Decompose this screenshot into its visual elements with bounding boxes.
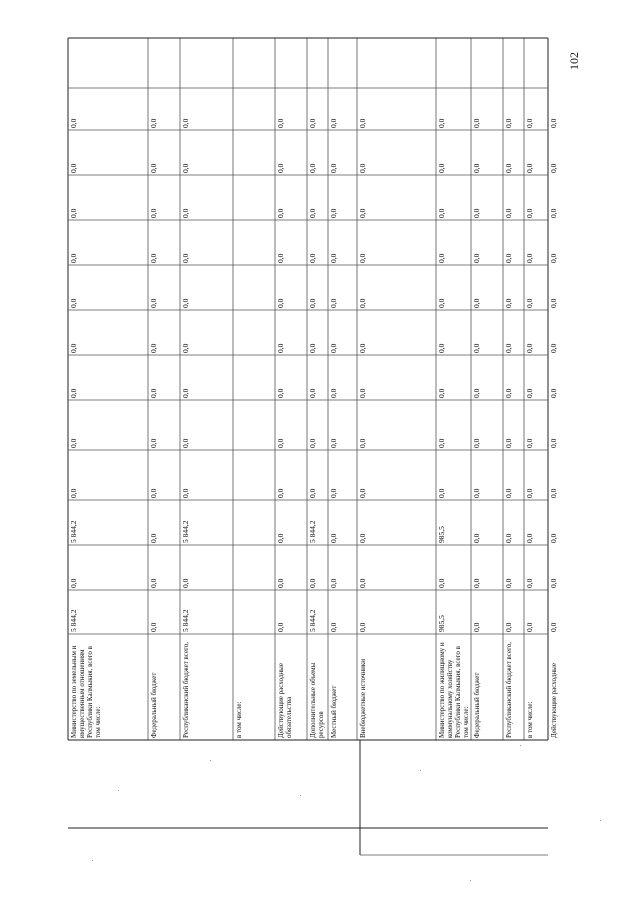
table-cell-value: 0,0 bbox=[181, 438, 190, 448]
table-cell-value: 0,0 bbox=[472, 438, 481, 448]
table-cell-value: 0,0 bbox=[525, 622, 534, 632]
table-cell-value bbox=[235, 402, 274, 448]
table-cell-value: 0,0 bbox=[329, 163, 338, 173]
table-cell-value: 0,0 bbox=[181, 253, 190, 263]
row-label: Республиканский бюджет всего, bbox=[505, 641, 513, 738]
scan-speck bbox=[210, 760, 211, 761]
scan-speck bbox=[118, 790, 119, 791]
table-cell-value: 0,0 bbox=[329, 388, 338, 398]
scan-speck bbox=[300, 795, 301, 796]
table-cell-value: 0,0 bbox=[472, 578, 481, 588]
table-cell-value: 0,0 bbox=[308, 343, 317, 353]
scan-speck bbox=[470, 880, 471, 881]
table-cell-value: 0,0 bbox=[276, 253, 285, 263]
table-cell-value: 0,0 bbox=[181, 208, 190, 218]
table-cell-value: 0,0 bbox=[276, 163, 285, 173]
row-label: Республиканский бюджет всего, bbox=[182, 641, 190, 738]
table-cell-value: 0,0 bbox=[276, 578, 285, 588]
table-cell-value: 0,0 bbox=[69, 298, 78, 308]
table-cell-value: 0,0 bbox=[525, 118, 534, 128]
table-cell-value bbox=[235, 547, 274, 588]
table-cell-value: 0,0 bbox=[472, 488, 481, 498]
table-cell-value: 0,0 bbox=[472, 622, 481, 632]
table-cell-value: 0,0 bbox=[329, 622, 338, 632]
table-cell-value: 0,0 bbox=[358, 388, 367, 398]
table-cell-value: 0,0 bbox=[149, 488, 158, 498]
table-cell-value: 0,0 bbox=[472, 343, 481, 353]
table-cell-value: 0,0 bbox=[69, 578, 78, 588]
table-cell-value: 0,0 bbox=[437, 438, 446, 448]
table-cell-value: 0,0 bbox=[69, 118, 78, 128]
table-cell-value: 5 844,2 bbox=[69, 520, 78, 543]
table-cell-value: 0,0 bbox=[308, 488, 317, 498]
table-cell-value: 0,0 bbox=[308, 298, 317, 308]
table-cell-value: 0,0 bbox=[472, 388, 481, 398]
table-cell-value: 0,0 bbox=[358, 622, 367, 632]
table-cell-value: 0,0 bbox=[504, 253, 513, 263]
table-cell-value: 0,0 bbox=[308, 118, 317, 128]
table-cell-value: 0,0 bbox=[358, 438, 367, 448]
table-cell-value: 0,0 bbox=[329, 298, 338, 308]
table-cell-value: 0,0 bbox=[149, 343, 158, 353]
table-cell-value: 5 844,2 bbox=[181, 609, 190, 632]
table-cell-value: 5 844,2 bbox=[69, 609, 78, 632]
table-cell-value: 5 844,2 bbox=[308, 609, 317, 632]
table-cell-value: 0,0 bbox=[69, 343, 78, 353]
table-cell-value bbox=[235, 452, 274, 498]
table-cell-value bbox=[235, 177, 274, 218]
table-cell-value: 5 844,2 bbox=[308, 520, 317, 543]
table-cell-value: 0,0 bbox=[308, 163, 317, 173]
row-label: Местный бюджет bbox=[330, 685, 338, 738]
table-cell-value: 0,0 bbox=[358, 163, 367, 173]
table-cell-value: 0,0 bbox=[472, 533, 481, 543]
table-cell-value: 0,0 bbox=[149, 298, 158, 308]
scan-speck bbox=[92, 860, 93, 861]
table-cell-value: 0,0 bbox=[149, 533, 158, 543]
table-cell-value: 0,0 bbox=[69, 208, 78, 218]
row-label: Федеральный бюджет bbox=[150, 672, 158, 738]
table-cell-value: 0,0 bbox=[276, 388, 285, 398]
row-label: Дополнительные объемы ресурсов bbox=[309, 662, 325, 738]
table-cell-value: 0,0 bbox=[308, 438, 317, 448]
table-cell-value: 0,0 bbox=[437, 488, 446, 498]
table-cell-value bbox=[235, 312, 274, 353]
table-cell-value: 0,0 bbox=[549, 488, 558, 498]
table-cell-value: 0,0 bbox=[525, 298, 534, 308]
table-cell-value: 0,0 bbox=[181, 578, 190, 588]
table-cell-value: 0,0 bbox=[437, 298, 446, 308]
table-cell-value: 0,0 bbox=[504, 208, 513, 218]
table-cell-value: 0,0 bbox=[549, 118, 558, 128]
table-cell-value: 0,0 bbox=[358, 578, 367, 588]
table-cell-value: 0,0 bbox=[549, 163, 558, 173]
table-cell-value: 0,0 bbox=[472, 118, 481, 128]
table-cell-value: 0,0 bbox=[504, 388, 513, 398]
table-cell-value: 0,0 bbox=[549, 622, 558, 632]
row-label: Федеральный бюджет bbox=[473, 672, 481, 738]
table-cell-value: 0,0 bbox=[472, 253, 481, 263]
table-cell-value: 0,0 bbox=[149, 208, 158, 218]
table-cell-value bbox=[235, 502, 274, 543]
table-cell-value: 0,0 bbox=[276, 533, 285, 543]
table-cell-value: 0,0 bbox=[525, 533, 534, 543]
table-cell-value: 0,0 bbox=[308, 253, 317, 263]
row-label: Действующие расходные обязательства bbox=[277, 663, 293, 738]
table-cell-value: 0,0 bbox=[329, 488, 338, 498]
table-cell-value: 0,0 bbox=[525, 208, 534, 218]
table-cell-value: 0,0 bbox=[504, 533, 513, 543]
table-cell-value: 0,0 bbox=[276, 438, 285, 448]
table-cell-value: 0,0 bbox=[358, 298, 367, 308]
table-cell-value: 0,0 bbox=[525, 343, 534, 353]
scan-speck bbox=[600, 820, 601, 821]
row-label: в том числе: bbox=[526, 701, 534, 738]
row-label: Действующие расходные bbox=[550, 663, 558, 738]
table-cell-value bbox=[235, 132, 274, 173]
table-cell-value: 0,0 bbox=[149, 622, 158, 632]
table-cell-value: 0,0 bbox=[276, 622, 285, 632]
table-cell-value: 0,0 bbox=[276, 298, 285, 308]
table-cell-value: 0,0 bbox=[504, 438, 513, 448]
table-cell-value: 0,0 bbox=[549, 533, 558, 543]
table-cell-value: 0,0 bbox=[181, 118, 190, 128]
table-cell-value: 0,0 bbox=[472, 163, 481, 173]
table-cell-value: 0,0 bbox=[504, 622, 513, 632]
table-cell-value: 0,0 bbox=[329, 118, 338, 128]
scan-speck bbox=[520, 745, 521, 746]
row-label: Министерство по жилищному и коммунальному хозяйству Республики Калмыкия, всего в том числе: bbox=[438, 642, 470, 738]
table-cell-value: 0,0 bbox=[181, 388, 190, 398]
table-cell-value: 0,0 bbox=[472, 208, 481, 218]
table-cell-value bbox=[235, 267, 274, 308]
table-cell-value: 0,0 bbox=[69, 163, 78, 173]
table-cell-value: 0,0 bbox=[549, 253, 558, 263]
table-cell-value bbox=[235, 90, 274, 128]
table-cell-value: 0,0 bbox=[69, 253, 78, 263]
table-cell-value: 0,0 bbox=[329, 253, 338, 263]
table-cell-value: 0,0 bbox=[504, 298, 513, 308]
table-cell-value: 0,0 bbox=[149, 438, 158, 448]
table-cell-value: 0,0 bbox=[358, 488, 367, 498]
table-cell-value: 0,0 bbox=[549, 578, 558, 588]
table-cell-value: 0,0 bbox=[358, 533, 367, 543]
table-cell-value: 0,0 bbox=[308, 208, 317, 218]
table-cell-value: 0,0 bbox=[525, 163, 534, 173]
table-cell-value: 0,0 bbox=[181, 163, 190, 173]
table-cell-value: 0,0 bbox=[181, 298, 190, 308]
table-cell-value: 0,0 bbox=[149, 578, 158, 588]
table-cell-value bbox=[235, 592, 274, 632]
table-cell-value: 0,0 bbox=[525, 253, 534, 263]
table-cell-value: 0,0 bbox=[276, 208, 285, 218]
table-cell-value: 0,0 bbox=[549, 298, 558, 308]
table-cell-value: 0,0 bbox=[69, 388, 78, 398]
table-cell-value: 0,0 bbox=[329, 438, 338, 448]
table-cell-value: 0,0 bbox=[149, 118, 158, 128]
table-cell-value: 0,0 bbox=[149, 163, 158, 173]
table-cell-value bbox=[235, 222, 274, 263]
table-cell-value: 0,0 bbox=[437, 253, 446, 263]
table-cell-value: 0,0 bbox=[308, 388, 317, 398]
table-cell-value: 5 844,2 bbox=[181, 520, 190, 543]
table-cell-value: 0,0 bbox=[308, 578, 317, 588]
table-cell-value: 0,0 bbox=[437, 578, 446, 588]
table-cell-value: 0,0 bbox=[525, 438, 534, 448]
table-cell-value: 0,0 bbox=[472, 298, 481, 308]
table-cell-value: 0,0 bbox=[549, 388, 558, 398]
table-cell-value: 0,0 bbox=[69, 488, 78, 498]
table-cell-value: 0,0 bbox=[525, 578, 534, 588]
table-cell-value: 0,0 bbox=[504, 578, 513, 588]
table-cell-value: 0,0 bbox=[437, 208, 446, 218]
table-cell-value: 0,0 bbox=[329, 578, 338, 588]
table-cell-value: 0,0 bbox=[69, 438, 78, 448]
table-cell-value: 0,0 bbox=[358, 208, 367, 218]
table-cell-value: 0,0 bbox=[437, 118, 446, 128]
table-cell-value: 0,0 bbox=[549, 343, 558, 353]
table-cell-value: 0,0 bbox=[525, 488, 534, 498]
table-cell-value: 0,0 bbox=[329, 343, 338, 353]
table-cell-value: 0,0 bbox=[504, 118, 513, 128]
table-cell-value: 985,5 bbox=[437, 615, 446, 632]
table-cell-value: 0,0 bbox=[504, 488, 513, 498]
row-label: в том числе: bbox=[235, 701, 243, 738]
table-cell-value: 0,0 bbox=[437, 163, 446, 173]
table-cell-value: 0,0 bbox=[549, 438, 558, 448]
table-cell-value: 0,0 bbox=[358, 118, 367, 128]
table-cell-value: 0,0 bbox=[276, 118, 285, 128]
table-cell-value: 0,0 bbox=[329, 533, 338, 543]
table-cell-value: 0,0 bbox=[504, 343, 513, 353]
table-cell-value: 0,0 bbox=[437, 388, 446, 398]
table-cell-value: 0,0 bbox=[358, 343, 367, 353]
table-cell-value: 0,0 bbox=[149, 388, 158, 398]
page-number: 102 bbox=[567, 52, 581, 70]
table-cell-value: 0,0 bbox=[329, 208, 338, 218]
table-cell-value bbox=[235, 357, 274, 398]
table-cell-value: 0,0 bbox=[149, 253, 158, 263]
scan-speck bbox=[420, 770, 421, 771]
row-label: Внебюджетные источники bbox=[359, 658, 367, 738]
table-cell-value: 0,0 bbox=[358, 253, 367, 263]
table-cell-value: 0,0 bbox=[181, 343, 190, 353]
table-cell-value: 0,0 bbox=[549, 208, 558, 218]
table-cell-value: 0,0 bbox=[437, 343, 446, 353]
table-cell-value: 0,0 bbox=[276, 488, 285, 498]
table-cell-value: 985,5 bbox=[437, 526, 446, 543]
table-cell-value: 0,0 bbox=[504, 163, 513, 173]
table-cell-value: 0,0 bbox=[276, 343, 285, 353]
table-cell-value: 0,0 bbox=[181, 488, 190, 498]
row-label: Министерство по земельным и имущественным отношениям Республики Калмыкия, всего в том числе: bbox=[70, 645, 102, 738]
table-cell-value: 0,0 bbox=[525, 388, 534, 398]
